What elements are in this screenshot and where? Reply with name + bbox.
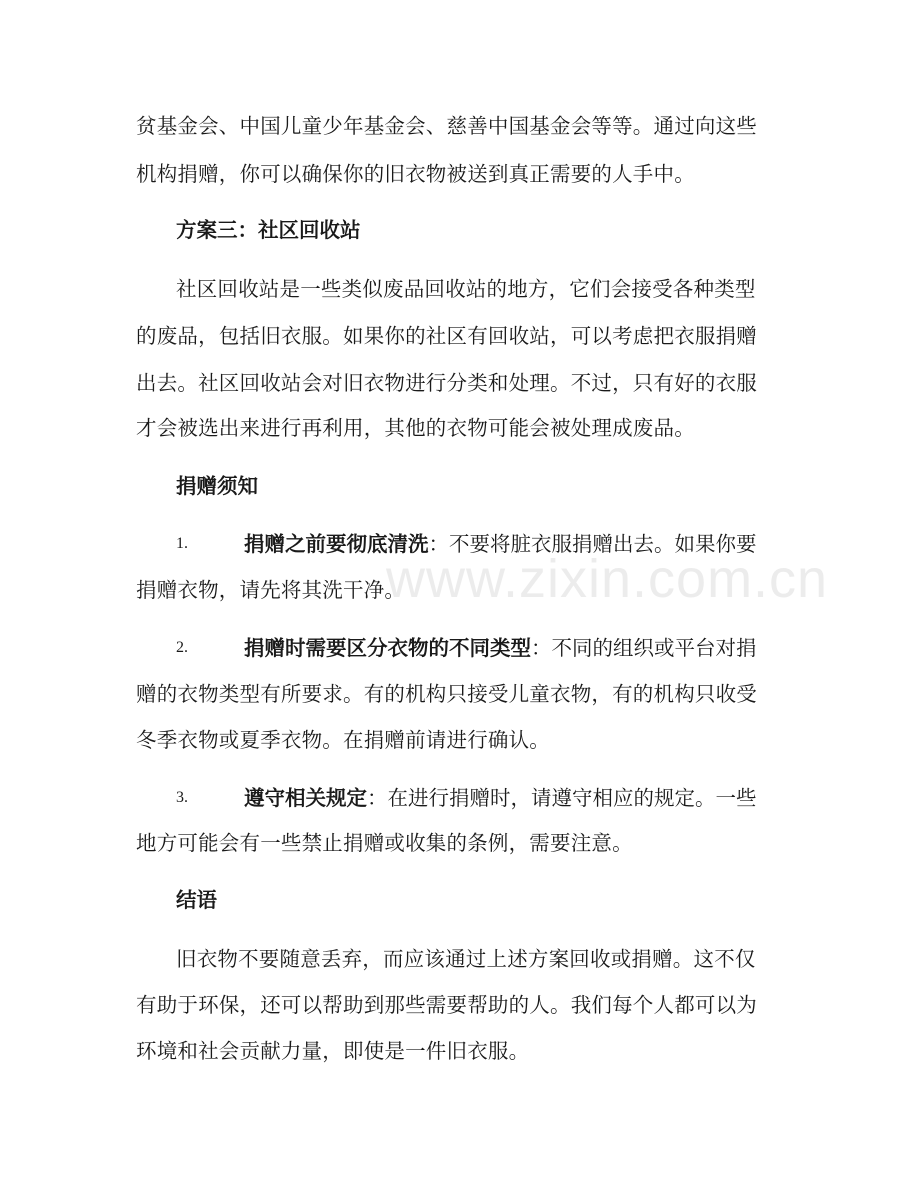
plan3-line-1: 社区回收站是一些类似废品回收站的地方，它们会接受各种类型: [176, 277, 756, 301]
item-1-text: ：不要将脏衣服捐赠出去。如果你要: [428, 532, 757, 556]
watermark-text: www.zixin.com.cn: [386, 549, 829, 609]
intro-line-1: 贫基金会、中国儿童少年基金会、慈善中国基金会等等。通过向这些: [136, 114, 757, 138]
item-2-title: 捐赠时需要区分衣物的不同类型: [244, 636, 531, 660]
conclusion-line-3: 环境和社会贡献力量，即使是一件旧衣服。: [136, 1039, 530, 1063]
item-2-number: 2.: [176, 639, 188, 656]
item-1-title: 捐赠之前要彻底清洗: [244, 532, 429, 556]
plan3-line-3: 出去。社区回收站会对旧衣物进行分类和处理。不过，只有好的衣服: [136, 371, 757, 395]
plan3-line-4: 才会被选出来进行再利用，其他的衣物可能会被处理成废品。: [136, 416, 695, 440]
item-2-line-3: 冬季衣物或夏季衣物。在捐赠前请进行确认。: [136, 728, 550, 752]
item-1-line-2: 捐赠衣物，请先将其洗干净。: [136, 578, 406, 602]
plan3-heading: 方案三：社区回收站: [176, 218, 361, 242]
item-2-text: ：不同的组织或平台对捐: [531, 636, 757, 660]
conclusion-line-2: 有助于环保，还可以帮助到那些需要帮助的人。我们每个人都可以为: [136, 993, 757, 1017]
notice-heading: 捐赠须知: [176, 474, 258, 498]
item-3-first-line: [244, 784, 757, 812]
item-3-number: 3.: [176, 789, 188, 806]
item-3-text: ：在进行捐赠时，请遵守相应的规定。一些: [367, 786, 757, 810]
item-3-line-2: 地方可能会有一些禁止捐赠或收集的条例，需要注意。: [136, 831, 633, 855]
conclusion-heading: 结语: [176, 888, 217, 912]
plan3-line-2: 的废品，包括旧衣服。如果你的社区有回收站，可以考虑把衣服捐赠: [136, 324, 757, 348]
item-2-line-2: 赠的衣物类型有所要求。有的机构只接受儿童衣物，有的机构只收受: [136, 682, 757, 706]
intro-line-2: 机构捐赠，你可以确保你的旧衣物被送到真正需要的人手中。: [136, 162, 695, 186]
item-2-first-line: [244, 634, 757, 662]
conclusion-line-1: 旧衣物不要随意丢弃，而应该通过上述方案回收或捐赠。这不仅: [176, 947, 756, 971]
item-1-number: 1.: [176, 535, 188, 552]
item-3-title: 遵守相关规定: [244, 786, 367, 810]
